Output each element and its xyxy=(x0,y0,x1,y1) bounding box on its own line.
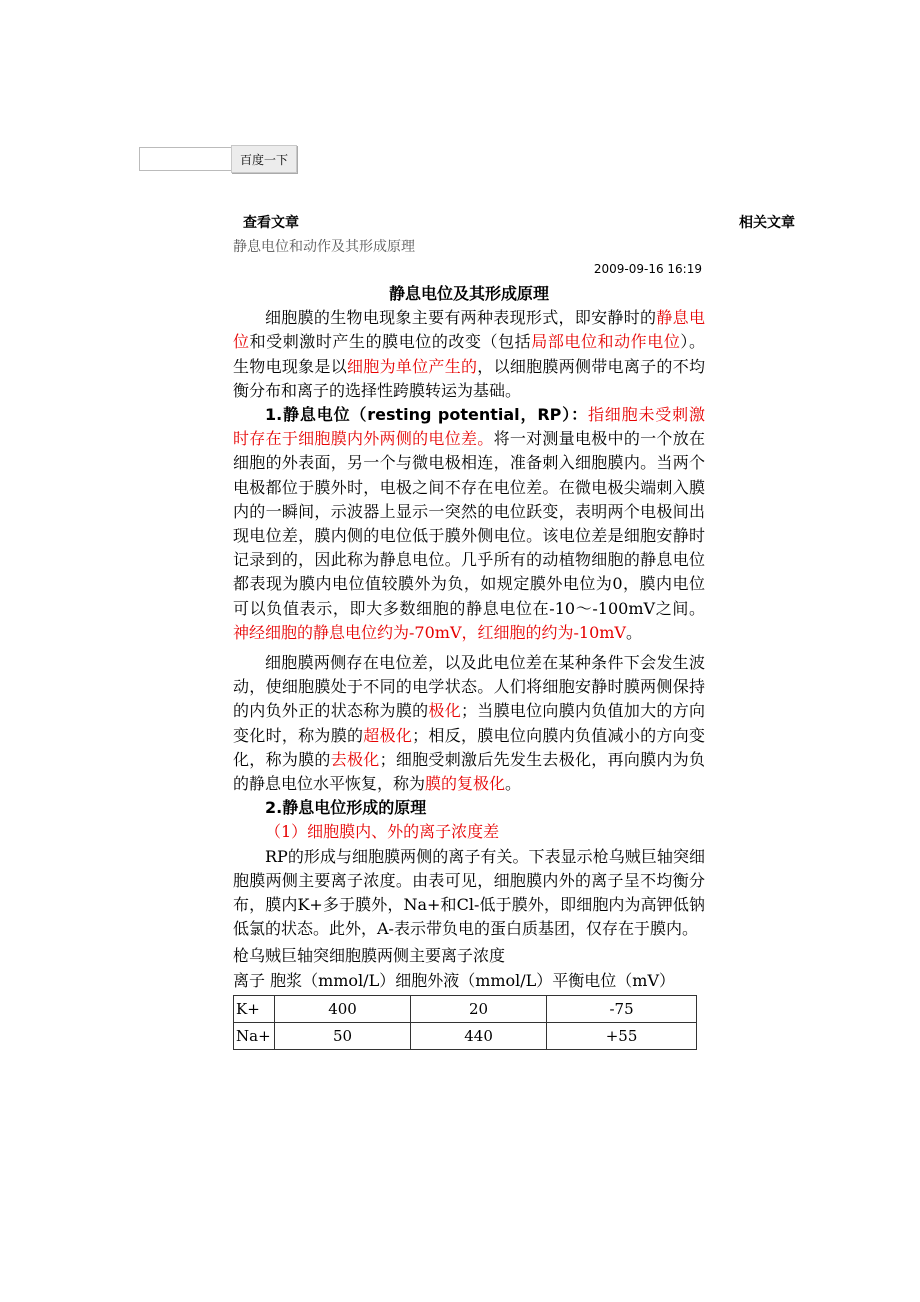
ion-cell: K+ xyxy=(234,995,275,1022)
paragraph-1: 细胞膜的生物电现象主要有两种表现形式，即安静时的静息电位和受刺激时产生的膜电位的改变（包括局部电位和动作电位）。生物电现象是以细胞为单位产生的，以细胞膜两侧带电离子的不均衡分布和离子的选择性跨膜转运为基础。 xyxy=(233,308,705,400)
article-date: 2009-09-16 16:19 xyxy=(593,262,702,276)
inside-cell: 400 xyxy=(275,995,411,1022)
term-hyperpolarization: 超极化 xyxy=(363,725,413,745)
paragraph-2: 1.静息电位（resting potential，RP）：指细胞未受刺激时存在于细胞膜内外两侧的电位差。将一对测量电极中的一个放在细胞的外表面，另一个与微电极相连，准备刺入细胞膜内。当两个电极都位于膜外时，电极之间不存在电位差。在微电极尖端刺入膜内的一瞬间，示波器上显示一突然的电位跃变，表明两个电极间出现电位差，膜内侧的电位低于膜外侧电位。该电位差是细胞安静时记录到的，因此称为静息电位。几乎所有的动植物细胞的静息电位都表现为膜内电位值较膜外为负，如规定膜外电位为0，膜内电位可以负值表示，即大多数细胞的静息电位在-10～-100mV之间。神经细胞的静息电位约为-70mV，红细胞的约为-10mV。 xyxy=(233,405,705,642)
table-header: 离子 胞浆（mmol/L）细胞外液（mmol/L）平衡电位（mV） xyxy=(233,970,676,990)
equilibrium-cell: -75 xyxy=(547,995,697,1022)
section-2-title: 2.静息电位形成的原理 xyxy=(265,798,427,818)
search-button[interactable]: 百度一下 xyxy=(231,145,297,173)
term-resting-potential: 静息电位 xyxy=(233,308,705,352)
term-depolarization: 去极化 xyxy=(330,749,380,769)
equilibrium-cell: +55 xyxy=(547,1022,697,1049)
tab-related-articles[interactable]: 相关文章 xyxy=(739,215,795,231)
table-row xyxy=(234,1022,697,1049)
paragraph-4: RP的形成与细胞膜两侧的离子有关。下表显示枪乌贼巨轴突细胞膜两侧主要离子浓度。由表可见，细胞膜内外的离子呈不均衡分布，膜内K+多于膜外，Na+和Cl-低于膜外，即细胞内为高钾低钠低氯的状态。此外，A-表示带负电的蛋白质基团，仅存在于膜内。 xyxy=(233,846,705,939)
outside-cell: 440 xyxy=(411,1022,547,1049)
article-body xyxy=(233,282,705,1050)
inside-cell: 50 xyxy=(275,1022,411,1049)
article-header-title: 静息电位和动作及其形成原理 xyxy=(233,239,415,255)
term-local-action-potential: 局部电位和动作电位 xyxy=(531,332,681,352)
term-polarization: 极化 xyxy=(428,701,461,721)
paragraph-3: 细胞膜两侧存在电位差，以及此电位差在某种条件下会发生波动，使细胞膜处于不同的电学状态。人们将细胞安静时膜两侧保持的内负外正的状态称为膜的极化；当膜电位向膜内负值加大的方向变化时，称为膜的超极化；相反，膜电位向膜内负值减小的方向变化，称为膜的去极化；细胞受刺激后先发生去极化，再向膜内为负的静息电位水平恢复，称为膜的复极化。 xyxy=(233,653,705,794)
search-input[interactable] xyxy=(139,147,231,171)
ion-cell: Na+ xyxy=(234,1022,275,1049)
rp-definition: 指细胞未受刺激时存在于细胞膜内外两侧的电位差。 xyxy=(233,405,705,449)
ion-table xyxy=(233,995,697,1050)
section-1-title: 1.静息电位（resting potential，RP）： xyxy=(265,405,588,425)
search-bar xyxy=(139,147,297,173)
outside-cell: 20 xyxy=(411,995,547,1022)
term-repolarization: 膜的复极化 xyxy=(425,774,506,794)
rp-values: 神经细胞的静息电位约为-70mV，红细胞的约为-10mV xyxy=(233,622,626,642)
table-row xyxy=(234,995,697,1022)
article-heading: 静息电位及其形成原理 xyxy=(388,284,549,303)
subsection-1-title: （1）细胞膜内、外的离子浓度差 xyxy=(265,822,500,842)
table-caption: 枪乌贼巨轴突细胞膜两侧主要离子浓度 xyxy=(233,946,506,966)
tab-view-article[interactable]: 查看文章 xyxy=(243,215,299,231)
term-cell-unit: 细胞为单位产生的 xyxy=(347,356,478,376)
